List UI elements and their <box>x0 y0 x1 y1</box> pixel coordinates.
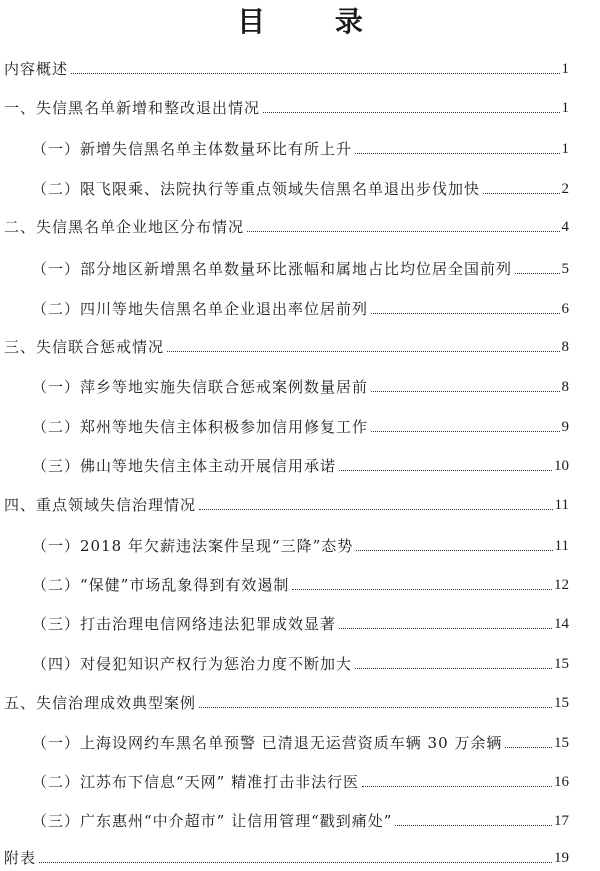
dot-leader <box>395 825 552 826</box>
toc-entry-label: 一、失信黑名单新增和整改退出情况 <box>4 99 261 117</box>
dot-leader <box>371 313 559 314</box>
toc-entry[interactable] <box>0 55 600 79</box>
toc-entry-label: （三）佛山等地失信主体主动开展信用承诺 <box>32 457 337 475</box>
toc-page-number: 15 <box>554 656 569 672</box>
toc-entry[interactable] <box>0 768 600 792</box>
toc-entry-label: 四、重点领域失信治理情况 <box>4 496 197 514</box>
toc-page-number: 17 <box>554 813 569 829</box>
toc-entry[interactable] <box>0 729 600 753</box>
toc-entry-label: （一）萍乡等地实施失信联合惩戒案例数量居前 <box>32 378 369 396</box>
toc-entry[interactable] <box>0 491 600 515</box>
dot-leader <box>362 786 552 787</box>
toc-entry-label: （二）江苏布下信息“天网” 精准打击非法行医 <box>32 773 360 791</box>
toc-entry[interactable] <box>0 333 600 357</box>
toc-entry[interactable] <box>0 213 600 237</box>
toc-entry-label: （二）“保健”市场乱象得到有效遏制 <box>32 576 290 594</box>
dot-leader <box>355 668 552 669</box>
dot-leader <box>371 391 559 392</box>
dot-leader <box>356 550 552 551</box>
toc-entry[interactable] <box>0 844 600 868</box>
toc-page-number: 1 <box>561 141 569 157</box>
dot-leader <box>355 153 559 154</box>
dot-leader <box>199 509 553 510</box>
dot-leader <box>371 431 559 432</box>
toc-page-number: 5 <box>561 261 569 277</box>
toc-entry[interactable] <box>0 295 600 319</box>
page-title: 目 录 <box>237 5 393 38</box>
toc-page-number: 2 <box>561 181 569 197</box>
dot-leader <box>167 351 559 352</box>
dot-leader <box>483 193 559 194</box>
toc-page-number: 4 <box>561 219 569 235</box>
dot-leader <box>515 273 559 274</box>
toc-entry[interactable] <box>0 175 600 199</box>
toc-page-number: 9 <box>561 419 569 435</box>
toc-entry-label: 内容概述 <box>4 60 69 78</box>
toc-entry[interactable] <box>0 255 600 279</box>
toc-entry-label: 五、失信治理成效典型案例 <box>4 694 197 712</box>
toc-page-number: 16 <box>554 774 569 790</box>
toc-page-number: 8 <box>561 339 569 355</box>
dot-leader <box>247 231 559 232</box>
toc-page-number: 6 <box>561 301 569 317</box>
toc-entry-label: （二）限飞限乘、法院执行等重点领域失信黑名单退出步伐加快 <box>32 180 481 198</box>
toc-entry-label: （三）广东惠州“中介超市” 让信用管理“戳到痛处” <box>32 812 393 830</box>
dot-leader <box>339 628 552 629</box>
toc-page-number: 14 <box>554 616 569 632</box>
toc-page-number: 19 <box>554 850 569 866</box>
toc-entry-label: （一）新增失信黑名单主体数量环比有所上升 <box>32 140 353 158</box>
toc-entry[interactable] <box>0 689 600 713</box>
toc-page-number: 15 <box>554 735 569 751</box>
toc-entry[interactable] <box>0 650 600 674</box>
toc-entry-label: （一）2018 年欠薪违法案件呈现“三降”态势 <box>32 537 354 555</box>
toc-page-number: 15 <box>554 695 569 711</box>
toc-entry-label: 三、失信联合惩戒情况 <box>4 338 165 356</box>
dot-leader <box>71 73 559 74</box>
dot-leader <box>39 862 552 863</box>
toc-page-number: 8 <box>561 379 569 395</box>
dot-leader <box>292 589 552 590</box>
toc-entry[interactable] <box>0 571 600 595</box>
toc-entry-label: （三）打击治理电信网络违法犯罪成效显著 <box>32 615 337 633</box>
toc-page-number: 11 <box>554 538 569 554</box>
dot-leader <box>339 470 552 471</box>
toc-entry[interactable] <box>0 807 600 831</box>
toc-entry-label: 二、失信黑名单企业地区分布情况 <box>4 218 245 236</box>
toc-entry-label: （二）郑州等地失信主体积极参加信用修复工作 <box>32 418 369 436</box>
toc-entry-label: 附表 <box>4 849 37 867</box>
toc-entry[interactable] <box>0 610 600 634</box>
dot-leader <box>199 707 552 708</box>
toc-page-number: 11 <box>554 497 569 513</box>
toc-page-number: 10 <box>554 458 569 474</box>
dot-leader <box>263 112 559 113</box>
toc-entry[interactable] <box>0 413 600 437</box>
toc-page-number: 1 <box>561 100 569 116</box>
toc-entry-label: （一）部分地区新增黑名单数量环比涨幅和属地占比均位居全国前列 <box>32 260 513 278</box>
toc-entry[interactable] <box>0 373 600 397</box>
toc-entry[interactable] <box>0 94 600 118</box>
toc-entry[interactable] <box>0 135 600 159</box>
toc-entry[interactable] <box>0 452 600 476</box>
toc-page-number: 12 <box>554 577 569 593</box>
toc-entry[interactable] <box>0 532 600 556</box>
dot-leader <box>505 747 552 748</box>
toc-entry-label: （二）四川等地失信黑名单企业退出率位居前列 <box>32 300 369 318</box>
toc-entry-label: （一）上海设网约车黑名单预警 已清退无运营资质车辆 30 万余辆 <box>32 734 503 752</box>
toc-entry-label: （四）对侵犯知识产权行为惩治力度不断加大 <box>32 655 353 673</box>
toc-page-number: 1 <box>561 61 569 77</box>
